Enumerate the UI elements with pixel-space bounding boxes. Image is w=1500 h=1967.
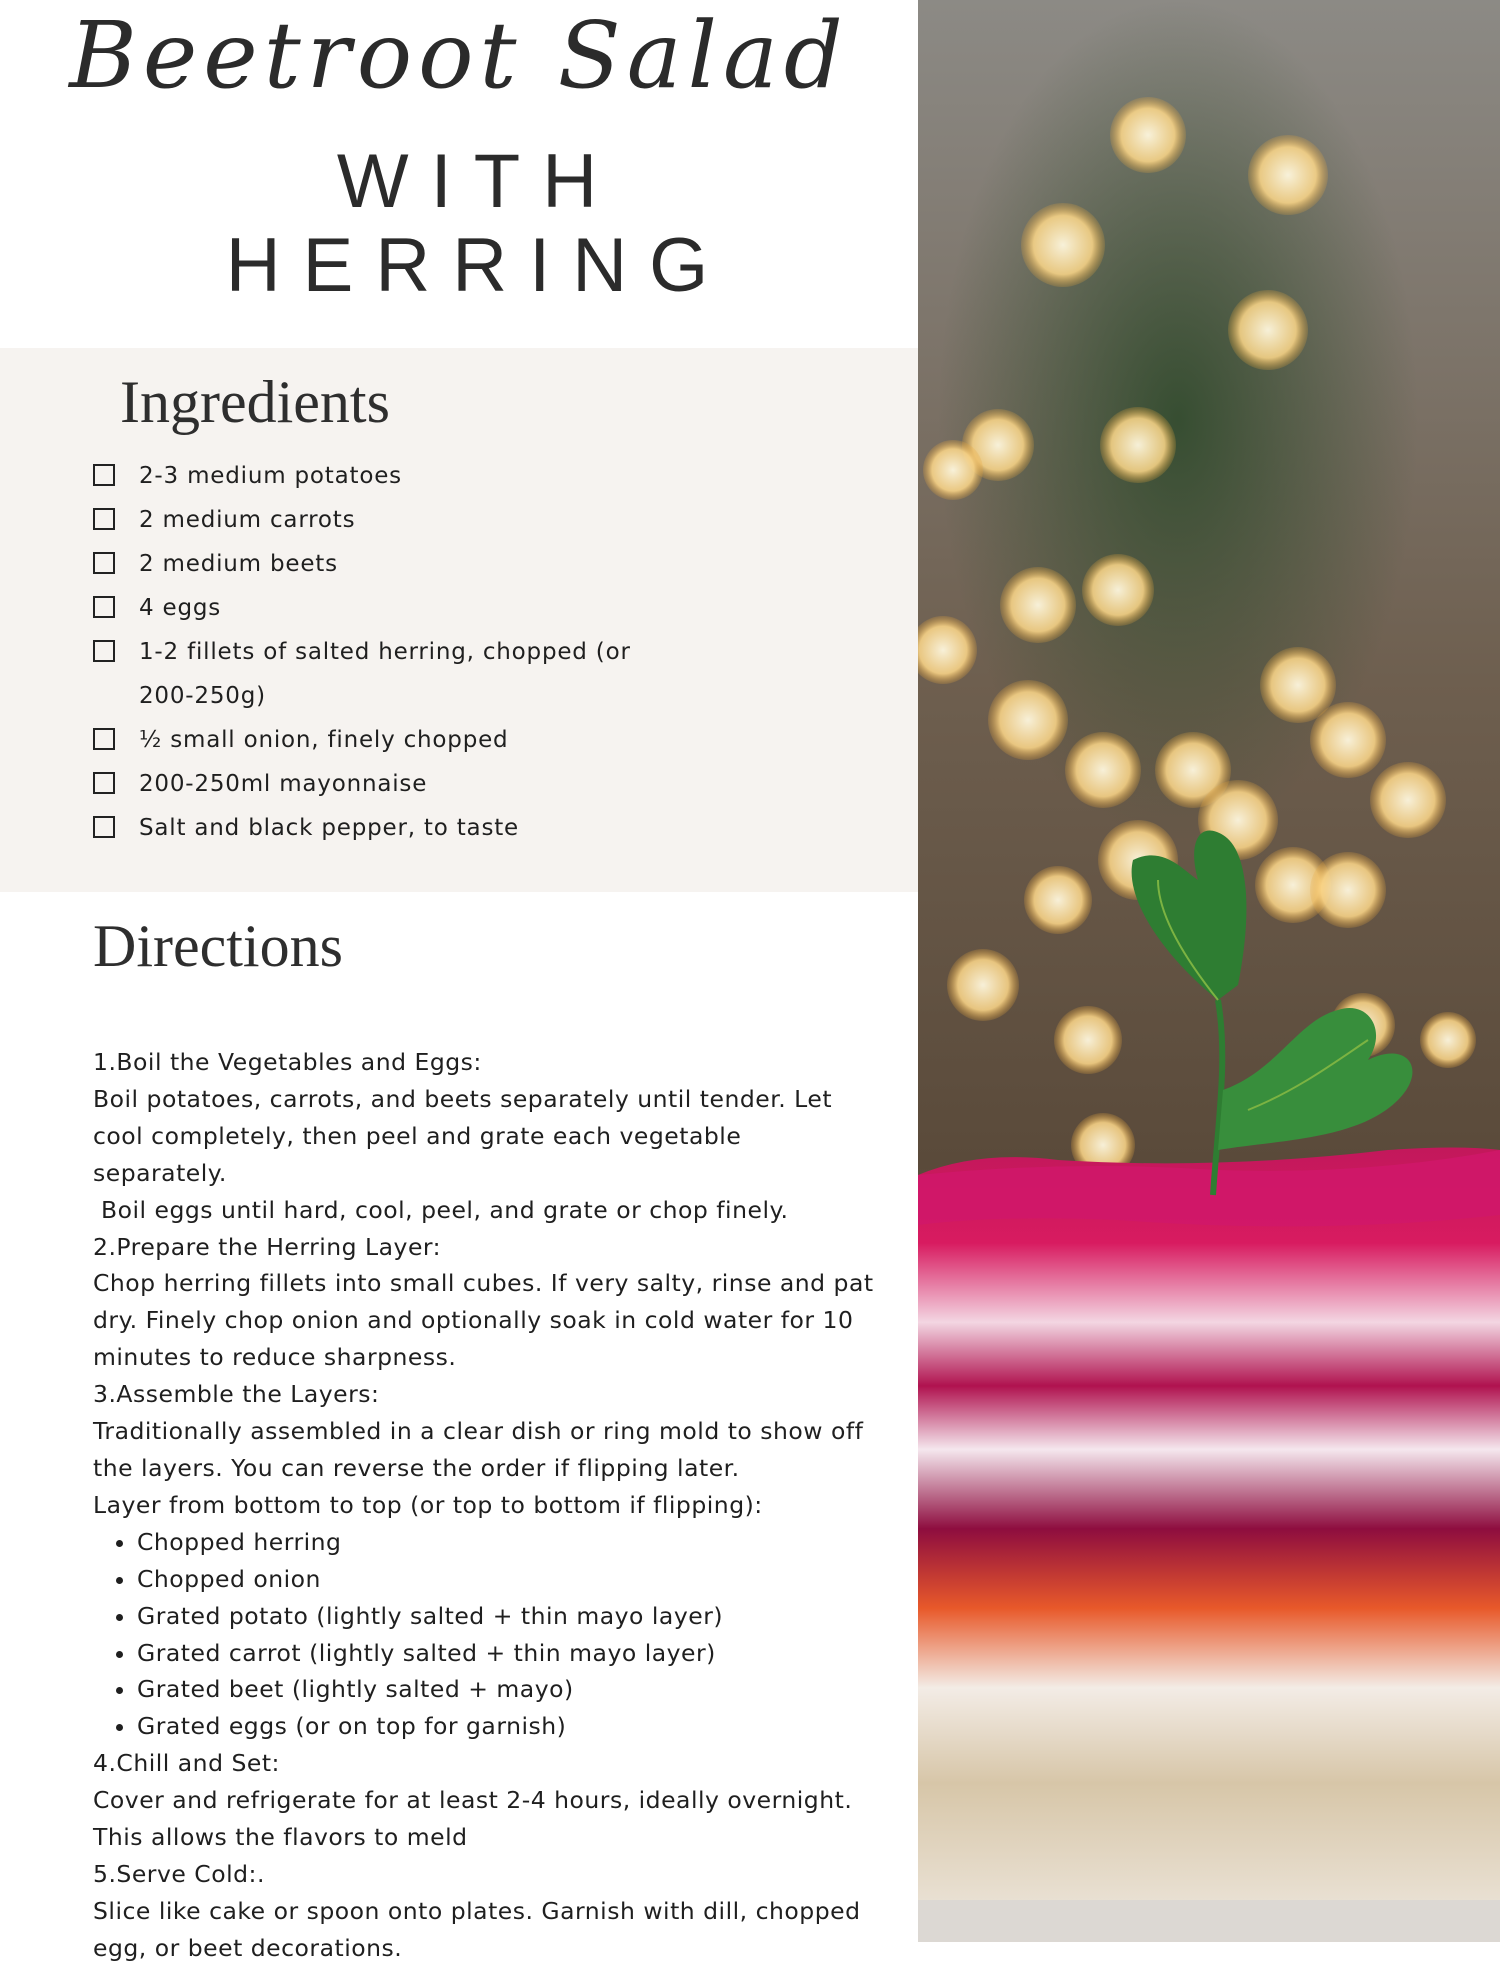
checkbox[interactable] [93,552,115,574]
step-title: 4.Chill and Set: [93,1749,280,1778]
recipe-title-script: Beetroot Salad [69,2,849,109]
checkbox[interactable] [93,728,115,750]
list-item: • Chopped onion [137,1561,883,1598]
list-item: • Grated potato (lightly salted + thin mayo layer) [137,1598,883,1635]
ingredients-heading: Ingredients [120,369,390,435]
salad-jar-photo [918,0,1500,1942]
checkbox[interactable] [93,464,115,486]
ingredient-label: 200-250ml mayonnaise [139,771,428,797]
checkbox[interactable] [93,640,115,662]
recipe-title-herring: HERRING [225,223,731,308]
recipe-title-with: WITH [336,139,620,224]
step-text: Boil eggs until hard, cool, peel, and grate or chop finely. [93,1195,789,1224]
ingredient-label: Salt and black pepper, to taste [139,815,519,841]
layer-list [93,1524,883,1745]
checkbox[interactable] [93,508,115,530]
step-title: 1.Boil the Vegetables and Eggs: [93,1048,482,1076]
step-title: 2.Prepare the Herring Layer: [93,1232,442,1261]
checkbox[interactable] [93,816,115,838]
ingredient-label: 2 medium beets [139,551,338,577]
ingredients-panel [0,348,918,892]
directions-heading: Directions [93,913,343,979]
salad-jar [918,1148,1500,1943]
directions-body [93,1044,883,1967]
step-title: 5.Serve Cold:. [93,1859,265,1888]
step-text: Cover and refrigerate for at least 2-4 hours, ideally overnight. This allows the flavors to meld [93,1786,861,1852]
photo-illustration [918,0,1500,1942]
step-title: 3.Assemble the Layers: [93,1380,380,1409]
list-item: • Grated carrot (lightly salted + thin mayo layer) [137,1635,883,1672]
step-text: Boil potatoes, carrots, and beets separately until tender. Let cool completely, then peel and grate each vegetable separately. [93,1084,841,1187]
table-surface [918,1900,1500,1942]
checkbox[interactable] [93,596,115,618]
checkbox[interactable] [93,772,115,794]
ingredient-label: ½ small onion, finely chopped [139,727,509,753]
ingredient-label: 1-2 fillets of salted herring, chopped (or [139,639,631,665]
list-item: • Chopped herring [137,1524,883,1561]
ingredient-label: 2-3 medium potatoes [139,463,402,489]
ingredient-label: 200-250g) [139,683,266,709]
list-item: • Grated eggs (or on top for garnish) [137,1708,883,1745]
step-text: Layer from bottom to top (or top to bottom if flipping): [93,1490,763,1519]
step-text: Traditionally assembled in a clear dish or ring mold to show off the layers. You can reverse the order if flipping later. [93,1417,872,1482]
step-text: Chop herring fillets into small cubes. If very salty, rinse and pat dry. Finely chop onion and optionally soak in cold water for 10 minutes to reduce sharpness. [93,1269,882,1372]
list-item: • Grated beet (lightly salted + mayo) [137,1671,883,1708]
step-text: Slice like cake or spoon onto plates. Garnish with dill, chopped egg, or beet decorations. [93,1896,869,1962]
ingredient-label: 4 eggs [139,595,222,621]
ingredient-label: 2 medium carrots [139,507,356,533]
